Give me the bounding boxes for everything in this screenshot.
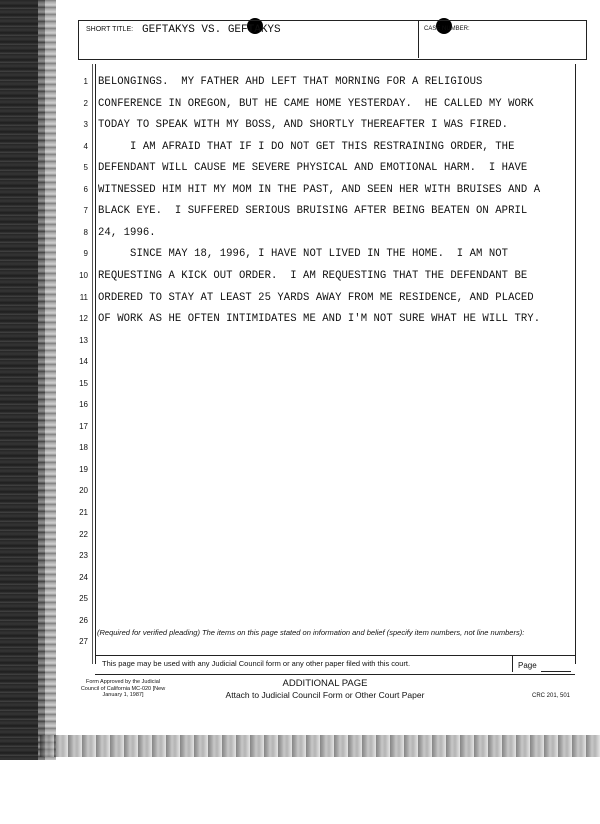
line-number: 26 [79,615,88,625]
line-number: 16 [79,400,88,410]
line-number: 7 [83,206,88,216]
line-number: 19 [79,464,88,474]
right-margin-rule [575,64,576,664]
line-number: 5 [83,163,88,173]
line-number: 4 [83,141,88,151]
line-number: 15 [79,378,88,388]
line-number: 27 [79,637,88,647]
line-number: 17 [79,421,88,431]
body-text-line: SINCE MAY 18, 1996, I HAVE NOT LIVED IN THE HOME. I AM NOT [98,248,509,261]
attach-instruction: Attach to Judicial Council Form or Other Court Paper [225,690,425,700]
line-number: 6 [83,184,88,194]
line-number: 10 [79,270,88,280]
body-text-line: ORDERED TO STAY AT LEAST 25 YARDS AWAY FROM ME RESIDENCE, AND PLACED [98,291,534,304]
line-number: 23 [79,551,88,561]
left-margin-rule [92,64,93,664]
line-number: 14 [79,357,88,367]
scan-bottom-streak [40,735,600,757]
body-text-line: 24, 1996. [98,226,156,239]
scan-edge-noise [38,0,56,760]
line-number: 18 [79,443,88,453]
page-number-blank [541,671,571,672]
additional-page-title: ADDITIONAL PAGE [282,678,368,689]
header-divider [418,20,419,58]
line-number: 24 [79,572,88,582]
line-number: 13 [79,335,88,345]
line-number: 8 [83,227,88,237]
line-number: 9 [83,249,88,259]
case-number-label: CASE NUMBER: [424,26,470,32]
line-number: 25 [79,594,88,604]
body-text-line: OF WORK AS HE OFTEN INTIMIDATES ME AND I'M NOT SURE WHAT HE WILL TRY. [98,313,541,326]
line-number: 20 [79,486,88,496]
footer-usage-text: This page may be used with any Judicial Council form or any other paper filed with this court. [102,659,411,668]
line-number: 3 [83,120,88,130]
form-approved-text: Form Approved by the Judicial Council of California MC-020 [New January 1, 1987] [80,679,166,698]
left-margin-rule [95,64,96,664]
body-text-line: DEFENDANT WILL CAUSE ME SEVERE PHYSICAL AND EMOTIONAL HARM. I HAVE [98,162,528,175]
body-text-line: TODAY TO SPEAK WITH MY BOSS, AND SHORTLY THEREAFTER I WAS FIRED. [98,119,509,132]
body-text-line: WITNESSED HIM HIT MY MOM IN THE PAST, AND SEEN HER WITH BRUISES AND A [98,183,541,196]
short-title-value: GEFTAKYS VS. GEFTAKYS [142,24,281,36]
line-number: 2 [83,98,88,108]
line-number: 22 [79,529,88,539]
verification-note: (Required for verified pleading) The items on this page stated on information and belief (specify item numbers, not line numbers): [97,628,525,637]
line-number: 1 [83,77,88,86]
body-text-line: REQUESTING A KICK OUT ORDER. I AM REQUESTING THAT THE DEFENDANT BE [98,269,528,282]
line-number: 12 [79,314,88,324]
page-label: Page [518,661,537,670]
line-number: 11 [79,292,88,302]
body-text-line: BLACK EYE. I SUFFERED SERIOUS BRUISING AFTER BEING BEATEN ON APRIL [98,205,528,218]
short-title-label: SHORT TITLE: [86,26,134,33]
body-text-line: BELONGINGS. MY FATHER AHD LEFT THAT MORNING FOR A RELIGIOUS [98,76,483,88]
crc-reference: CRC 201, 501 [532,693,571,699]
body-text-line: CONFERENCE IN OREGON, BUT HE CAME HOME YESTERDAY. HE CALLED MY WORK [98,97,534,110]
line-number: 21 [79,508,88,517]
body-text-line: I AM AFRAID THAT IF I DO NOT GET THIS RESTRAINING ORDER, THE [98,140,515,153]
